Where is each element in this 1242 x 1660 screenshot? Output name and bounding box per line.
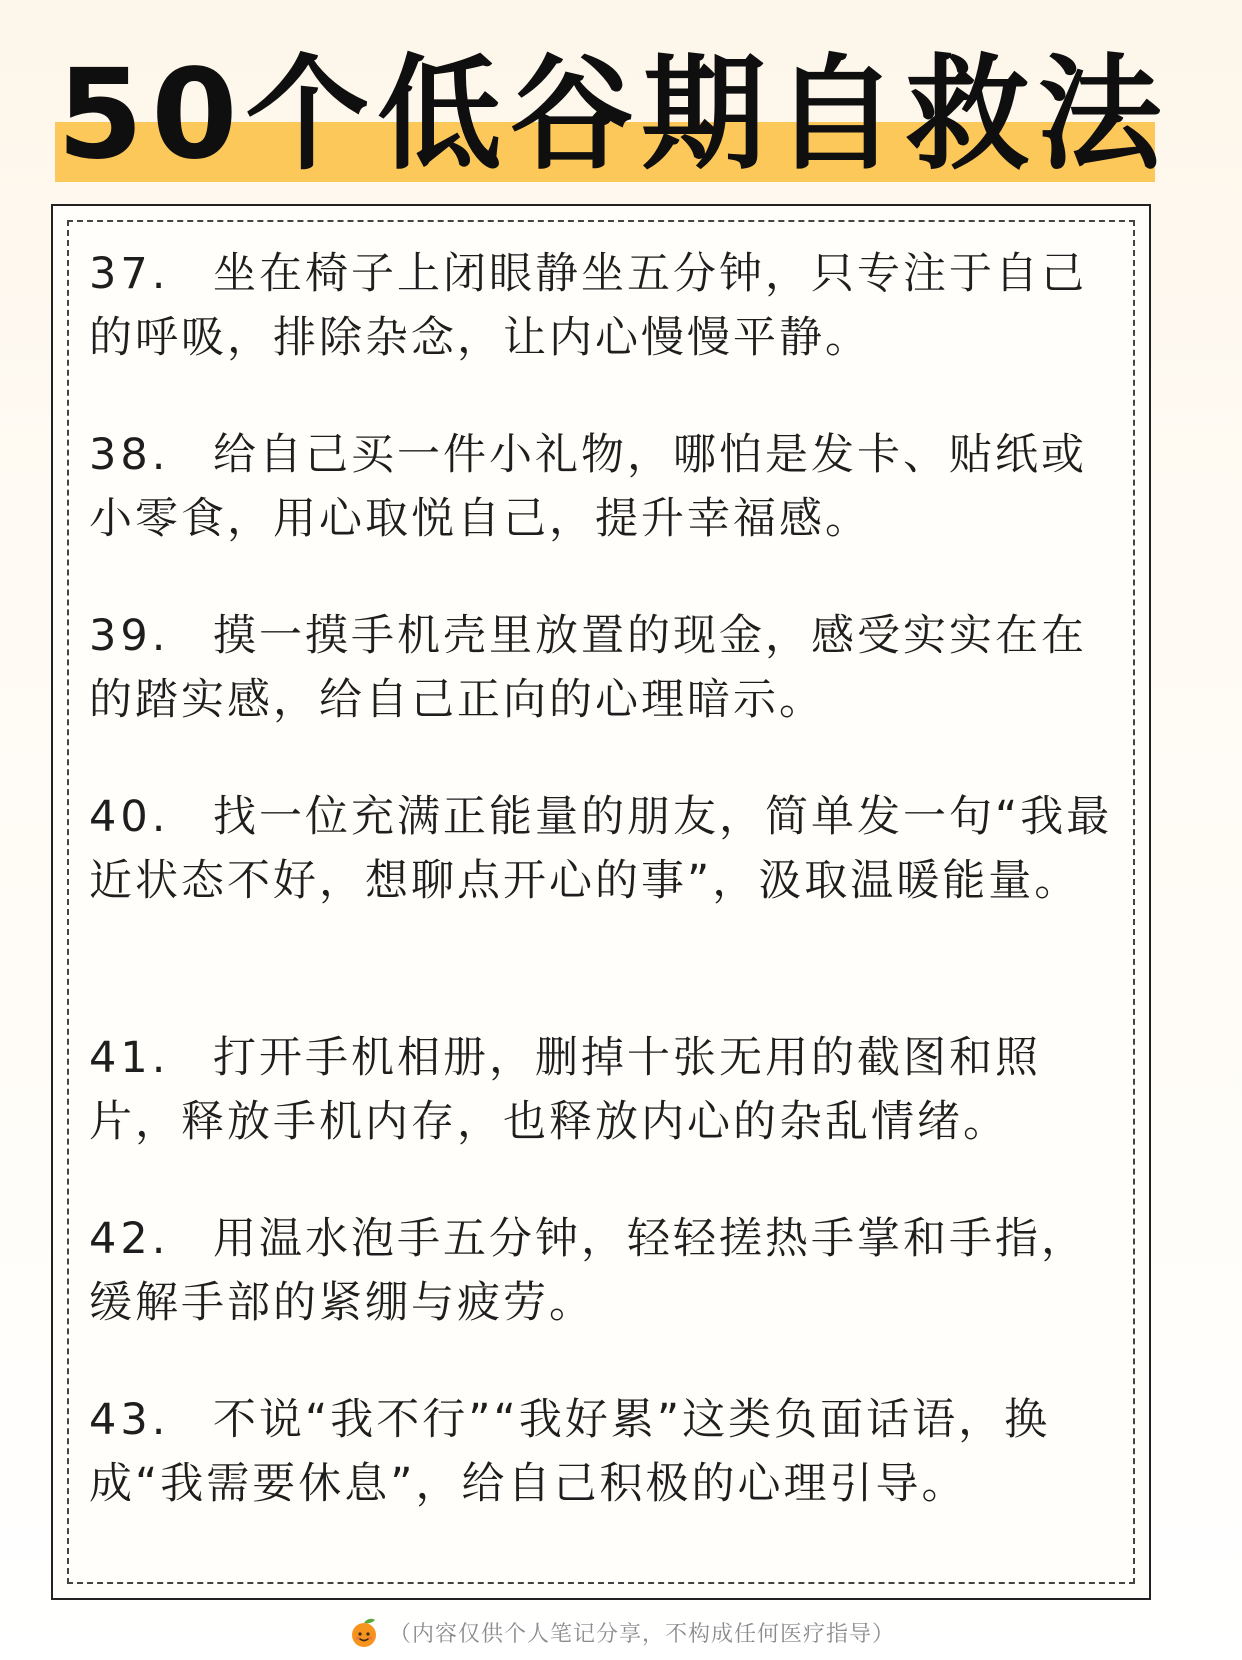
tip-item-40	[89, 785, 1124, 913]
content-card	[51, 204, 1151, 1600]
tip-text: 用温水泡手五分钟，轻轻搓热手掌和手指，缓解手部的紧绷与疲劳。	[89, 1214, 1087, 1328]
tip-item-37	[89, 242, 1124, 370]
tip-number: 39.	[89, 611, 170, 661]
tip-number: 38.	[89, 430, 170, 480]
tip-number: 40.	[89, 792, 170, 842]
tip-number: 37.	[89, 249, 170, 299]
tip-item-41	[89, 1026, 1124, 1154]
orange-icon	[347, 1615, 381, 1649]
tip-number: 41.	[89, 1033, 170, 1083]
footer-note: （内容仅供个人笔记分享，不构成任何医疗指导）	[388, 1621, 895, 1647]
content-card-dashed-border	[67, 220, 1135, 1584]
tip-item-39	[89, 604, 1124, 732]
tip-text: 坐在椅子上闭眼静坐五分钟，只专注于自己的呼吸，排除杂念，让内心慢慢平静。	[89, 249, 1087, 363]
tip-number: 42.	[89, 1214, 170, 1264]
tip-number: 43.	[89, 1395, 170, 1445]
tip-text: 给自己买一件小礼物，哪怕是发卡、贴纸或小零食，用心取悦自己，提升幸福感。	[89, 430, 1087, 544]
title-block	[55, 40, 1170, 192]
tip-item-43	[89, 1388, 1124, 1516]
tip-text: 打开手机相册，删掉十张无用的截图和照片，释放手机内存，也释放内心的杂乱情绪。	[89, 1033, 1041, 1147]
tip-text: 摸一摸手机壳里放置的现金，感受实实在在的踏实感，给自己正向的心理暗示。	[89, 611, 1087, 725]
page-title: 50个低谷期自救法	[57, 43, 1170, 187]
tip-item-42	[89, 1207, 1124, 1335]
tip-text: 不说“我不行”“我好累”这类负面话语，换成“我需要休息”，给自己积极的心理引导。	[89, 1395, 1051, 1509]
tip-item-38	[89, 423, 1124, 551]
footer-disclaimer	[0, 1612, 1242, 1652]
tip-text: 找一位充满正能量的朋友，简单发一句“我最近状态不好，想聊点开心的事”，汲取温暖能量。	[89, 792, 1113, 906]
